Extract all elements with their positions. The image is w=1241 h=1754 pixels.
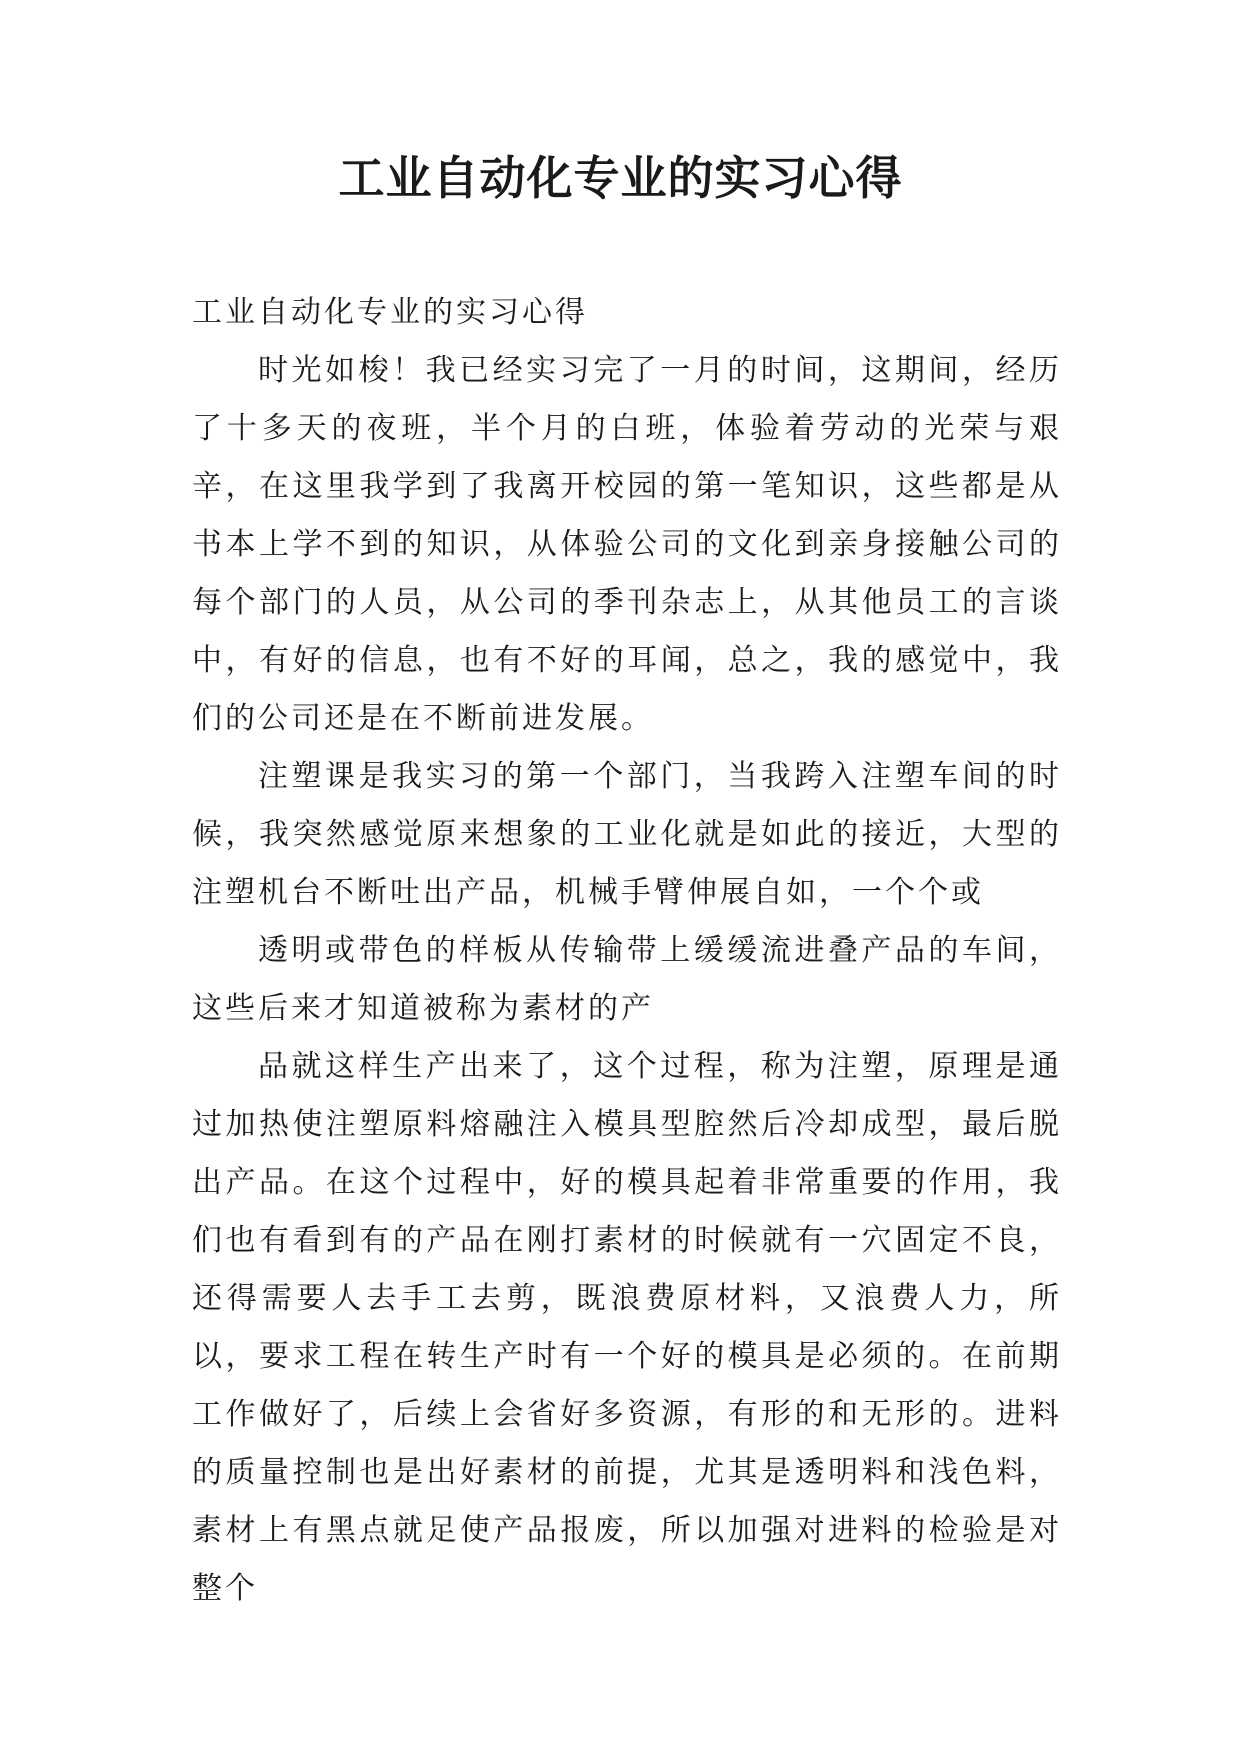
paragraph-intro: 时光如梭！我已经实习完了一月的时间，这期间，经历了十多天的夜班，半个月的白班，体验着劳动的光荣与艰辛，在这里我学到了我离开校园的第一笔知识，这些都是从书本上学不到的知识，从体验公司的文化到亲身接触公司的每个部门的人员，从公司的季刊杂志上，从其他员工的言谈中，有好的信息，也有不好的耳闻，总之，我的感觉中，我们的公司还是在不断前进发展。 [192,353,1062,736]
paragraph-samples: 透明或带色的样板从传输带上缓缓流进叠产品的车间，这些后来才知道被称为素材的产 [192,933,1062,1026]
subtitle-paragraph: 工业自动化专业的实习心得 [192,295,588,330]
document-title: 工业自动化专业的实习心得 [338,151,903,205]
document-body [192,284,1062,1618]
paragraph-injection-dept: 注塑课是我实习的第一个部门，当我跨入注塑车间的时候，我突然感觉原来想象的工业化就是如此的接近，大型的注塑机台不断吐出产品，机械手臂伸展自如，一个个或 [192,759,1062,910]
paragraph-process: 品就这样生产出来了，这个过程，称为注塑，原理是通过加热使注塑原料熔融注入模具型腔然后冷却成型，最后脱出产品。在这个过程中，好的模具起着非常重要的作用，我们也有看到有的产品在刚打素材的时候就有一穴固定不良，还得需要人去手工去剪，既浪费原材料，又浪费人力，所以，要求工程在转生产时有一个好的模具是必须的。在前期工作做好了，后续上会省好多资源，有形的和无形的。进料的质量控制也是出好素材的前提，尤其是透明料和浅色料，素材上有黑点就足使产品报废，所以加强对进料的检验是对整个 [192,1049,1062,1606]
